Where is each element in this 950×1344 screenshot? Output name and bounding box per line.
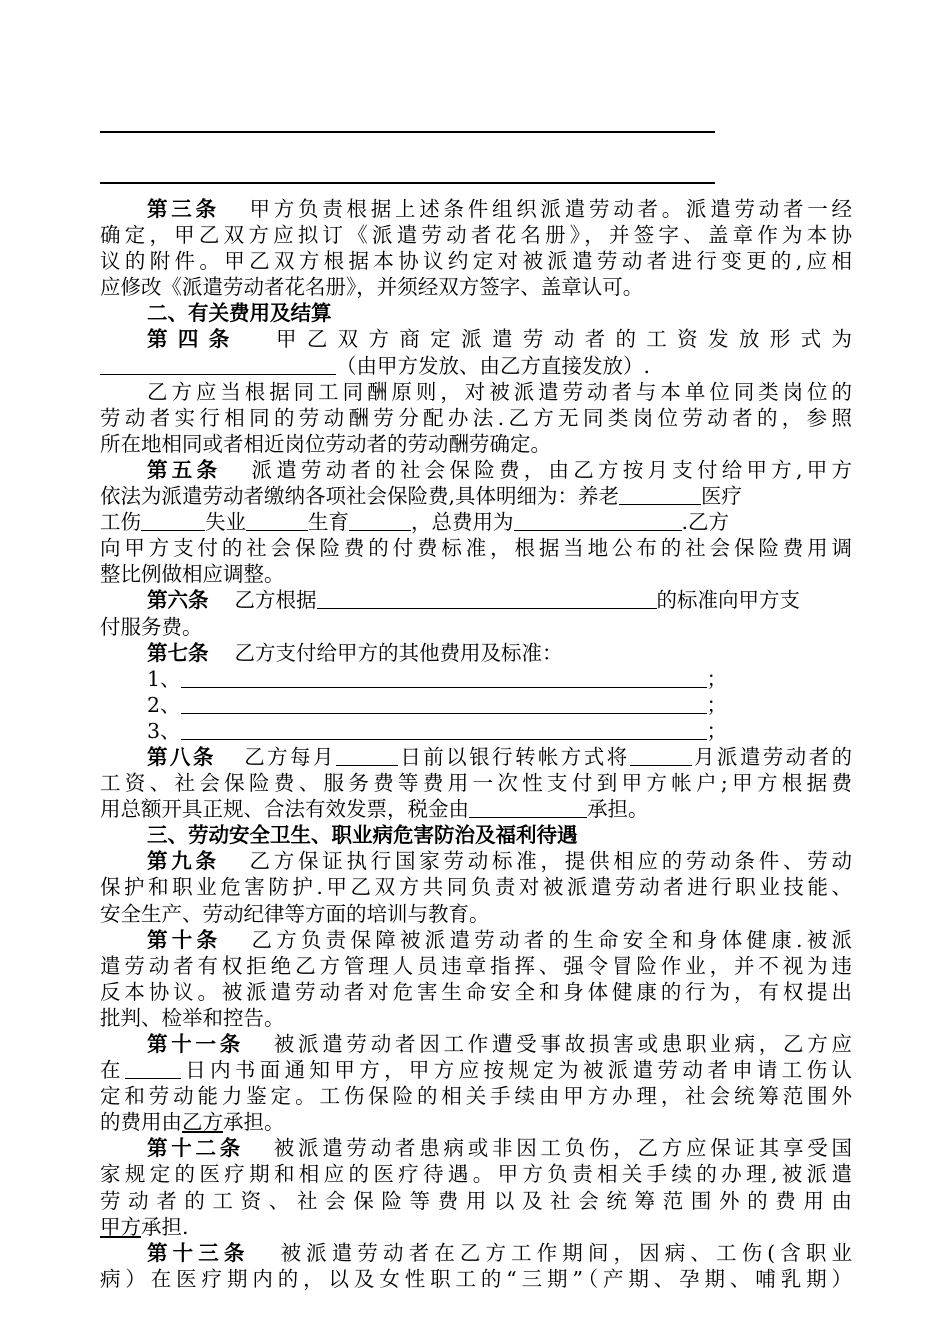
article-5-line-3: 工伤 失业 生育 ，总费用为 .乙方 [100, 510, 730, 535]
article-3-title: 第三条 [147, 197, 220, 221]
article-5-line-4: 向甲方支付的社会保险费的付费标准，根据当地公布的社会保险费用调 [100, 536, 852, 561]
article-4-para2-line-1: 乙方应当根据同工同酬原则，对被派遣劳动者与本单位同类岗位的 [147, 379, 852, 404]
blank-rule-2 [100, 182, 715, 184]
other-fee-blank-1[interactable] [181, 667, 707, 688]
pension-blank[interactable] [619, 484, 701, 505]
article-12-title: 第十二条 [147, 1136, 244, 1161]
maternity-blank[interactable] [349, 510, 411, 531]
service-fee-standard-blank[interactable] [317, 588, 657, 609]
article-10-line-1: 第十条 乙方负责保障被派遣劳动者的生命安全和身体健康.被派 [147, 927, 853, 952]
article-4-para2-line-2: 劳动者实行相同的劳动酬劳分配办法.乙方无同类岗位劳动者的，参照 [100, 405, 852, 430]
article-3-line-4: 应修改《派遣劳动者花名册》，并须经双方签字、盖章认可。 [100, 275, 644, 300]
article-7-item-3: 3、 ； [147, 718, 728, 743]
article-11-title: 第十一条 [147, 1032, 244, 1056]
article-10-line-2: 遣劳动者有权拒绝乙方管理人员违章指挥、强令冒险作业，并不视为违 [100, 953, 852, 978]
article-7-line-1: 第七条 乙方支付给甲方的其他费用及标准： [147, 640, 563, 665]
article-6-line-1: 第六条 乙方根据 的标准向甲方支 [147, 588, 800, 613]
cost-bearer-party-a: 甲方 [100, 1214, 141, 1239]
article-4-para2-line-3: 所在地相同或者相近岗位劳动者的劳动酬劳确定。 [100, 431, 551, 456]
article-10-line-4: 批判、检举和控告。 [100, 1005, 285, 1030]
article-5-line-5: 整比例做相应调整。 [100, 562, 285, 587]
payment-month-blank[interactable] [630, 745, 692, 766]
article-12-line-3: 劳动者的工资、社会保险等费用以及社会统筹范围外的费用由 [100, 1188, 852, 1213]
wage-form-blank[interactable] [100, 354, 336, 375]
article-4-line-1: 第四条 甲乙双方商定派遣劳动者的工资发放形式为 [147, 327, 853, 352]
other-fee-blank-2[interactable] [181, 693, 707, 714]
article-7-item-2: 2、 ； [147, 692, 728, 717]
article-9-line-3: 安全生产、劳动纪律等方面的培训与教育。 [100, 901, 490, 926]
article-6-title: 第六条 [147, 588, 209, 613]
payment-day-blank[interactable] [336, 745, 398, 766]
article-11-line-2: 在 日内书面通知甲方，甲方应按规定为被派遣劳动者申请工伤认 [100, 1058, 853, 1083]
article-12-line-2: 家规定的医疗期和相应的医疗待遇。甲方负责相关手续的办理,被派遣 [100, 1162, 852, 1187]
other-fee-blank-3[interactable] [181, 719, 707, 740]
article-4-line-2: （由甲方发放、由乙方直接发放）. [100, 353, 852, 379]
article-11-line-3: 定和劳动能力鉴定。工伤保险的相关手续由甲方办理，社会统筹范围外 [100, 1084, 852, 1109]
article-5-line-1: 第五条 派遣劳动者的社会保险费，由乙方按月支付给甲方,甲方 [147, 457, 853, 482]
article-11-line-1: 第十一条 被派遣劳动者因工作遭受事故损害或患职业病，乙方应 [147, 1032, 852, 1056]
article-10-line-3: 反本协议。被派遣劳动者对危害生命安全和身体健康的行为，有权提出 [100, 979, 852, 1004]
article-5-line-2: 依法为派遣劳动者缴纳各项社会保险费,具体明细为：养老 医疗 [100, 484, 743, 509]
article-13-title: 第十三条 [147, 1240, 250, 1265]
article-3-line-3: 议的附件。甲乙双方根据本协议约定对被派遣劳动者进行变更的,应相 [100, 249, 852, 274]
injury-blank[interactable] [141, 510, 205, 531]
article-13-line-1: 第十三条 被派遣劳动者在乙方工作期间，因病、工伤(含职业 [147, 1240, 853, 1265]
article-5-title: 第五条 [147, 457, 222, 482]
article-13-line-2: 病）在医疗期内的，以及女性职工的“三期”（产期、孕期、哺乳期） [100, 1266, 852, 1291]
section-3-heading: 三、劳动安全卫生、职业病危害防治及福利待遇 [147, 823, 578, 848]
article-12-line-1: 第十二条 被派遣劳动者患病或非因工负伤，乙方应保证其享受国 [147, 1136, 852, 1161]
cost-bearer-party-b: 乙方 [182, 1110, 223, 1135]
unemployment-blank[interactable] [246, 510, 308, 531]
article-3-line-2: 确定，甲乙双方应拟订《派遣劳动者花名册》，并签字、盖章作为本协 [100, 223, 852, 248]
article-8-line-1: 第八条 乙方每月 日前以银行转帐方式将 月派遣劳动者的 [147, 744, 853, 769]
notify-days-blank[interactable] [125, 1058, 181, 1079]
article-8-title: 第八条 [147, 744, 216, 769]
article-4-title: 第四条 [147, 327, 240, 352]
blank-rule-1 [100, 131, 715, 133]
article-6-line-2: 付服务费。 [100, 614, 203, 639]
article-3-line-1: 第三条 甲方负责根据上述条件组织派遣劳动者。派遣劳动者一经 [147, 197, 852, 221]
article-7-title: 第七条 [147, 640, 209, 665]
tax-bearer-blank[interactable] [469, 797, 587, 818]
article-10-title: 第十条 [147, 927, 222, 952]
article-9-line-1: 第九条 乙方保证执行国家劳动标准，提供相应的劳动条件、劳动 [147, 849, 852, 874]
article-11-line-4: 的费用由乙方承担。 [100, 1110, 285, 1135]
article-9-line-2: 保护和职业危害防护.甲乙双方共同负责对被派遣劳动者进行职业技能、 [100, 875, 852, 900]
article-8-line-3: 用总额开具正规、合法有效发票，税金由 承担。 [100, 797, 649, 822]
document-body [100, 196, 852, 1292]
article-7-item-1: 1、 ； [147, 666, 728, 691]
total-fee-blank[interactable] [514, 510, 682, 531]
section-2-heading: 二、有关费用及结算 [147, 301, 332, 326]
article-8-line-2: 工资、社会保险费、服务费等费用一次性支付到甲方帐户;甲方根据费 [100, 771, 852, 796]
article-9-title: 第九条 [147, 849, 220, 874]
article-12-line-4: 甲方承担. [100, 1214, 189, 1239]
